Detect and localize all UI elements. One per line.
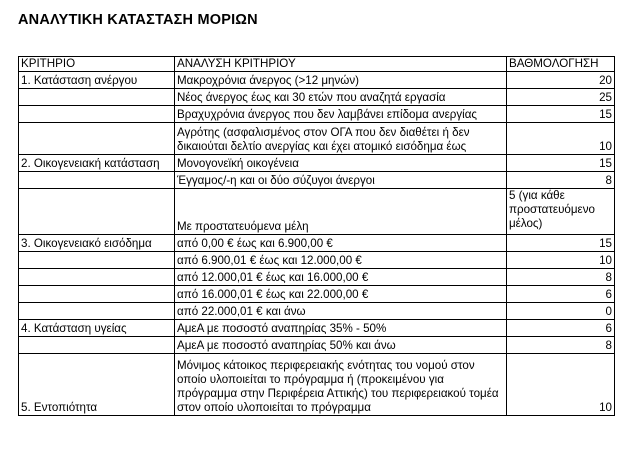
criterion-cell: 2. Οικογενειακή κατάσταση (19, 155, 175, 172)
header-analysis: ΑΝΑΛΥΣΗ ΚΡΙΤΗΡΙΟΥ (175, 57, 507, 72)
table-row (19, 354, 615, 416)
analysis-cell: Νέος άνεργος έως και 30 ετών που αναζητά εργασία (175, 89, 507, 106)
analysis-cell: Μόνιμος κάτοικος περιφερειακής ενότητας του νομού στον οποίο υλοποιείται το πρόγραμμα ή (προκειμένου για πρόγραμμα στην Περιφέρεια Αττικής) του περιφερειακού τομέα στον οποίο υλοποιείται το πρόγραμμα (175, 354, 507, 416)
analysis-cell: από 6.900,01 € έως και 12.000,00 € (175, 252, 507, 269)
table-row (19, 320, 615, 337)
analysis-cell: ΑμεΑ με ποσοστό αναπηρίας 35% - 50% (175, 320, 507, 337)
score-cell: 6 (507, 320, 615, 337)
criterion-cell (19, 303, 175, 320)
table-row (19, 252, 615, 269)
criterion-cell (19, 106, 175, 123)
table-row (19, 303, 615, 320)
analysis-cell: Μακροχρόνια άνεργος (>12 μηνών) (175, 72, 507, 89)
table-row (19, 286, 615, 303)
criterion-cell (19, 286, 175, 303)
table-row (19, 89, 615, 106)
table-row (19, 269, 615, 286)
header-score: ΒΑΘΜΟΛΟΓΗΣΗ (507, 57, 615, 72)
analysis-cell: ΑμεΑ με ποσοστό αναπηρίας 50% και άνω (175, 337, 507, 354)
analysis-cell: από 16.000,01 € έως και 22.000,00 € (175, 286, 507, 303)
score-cell: 0 (507, 303, 615, 320)
table-row (19, 106, 615, 123)
table-header-row (19, 57, 615, 72)
criterion-cell (19, 89, 175, 106)
criterion-cell (19, 269, 175, 286)
criterion-cell (19, 172, 175, 189)
analysis-cell: Μονογονεϊκή οικογένεια (175, 155, 507, 172)
score-cell: 10 (507, 354, 615, 416)
score-cell: 6 (507, 286, 615, 303)
score-cell: 8 (507, 337, 615, 354)
analysis-cell: Έγγαμος/-η και οι δύο σύζυγοι άνεργοι (175, 172, 507, 189)
table-row (19, 123, 615, 155)
score-cell: 10 (507, 123, 615, 155)
criterion-cell (19, 123, 175, 155)
criterion-cell (19, 252, 175, 269)
table-row (19, 72, 615, 89)
analysis-cell: Βραχυχρόνια άνεργος που δεν λαμβάνει επίδομα ανεργίας (175, 106, 507, 123)
criterion-cell: 4. Κατάσταση υγείας (19, 320, 175, 337)
table-row (19, 189, 615, 235)
analysis-cell: από 0,00 € έως και 6.900,00 € (175, 235, 507, 252)
score-cell: 20 (507, 72, 615, 89)
criterion-cell: 3. Οικογενειακό εισόδημα (19, 235, 175, 252)
score-cell: 25 (507, 89, 615, 106)
score-cell: 8 (507, 172, 615, 189)
table-row (19, 235, 615, 252)
criterion-cell (19, 189, 175, 235)
analysis-cell: Αγρότης (ασφαλισμένος στον ΟΓΑ που δεν διαθέτει ή δεν δικαιούται δελτίο ανεργίας και έχει ατομικό εισόδημα έως (175, 123, 507, 155)
score-cell: 10 (507, 252, 615, 269)
score-cell: 5 (για κάθε προστατευόμενο μέλος) (507, 189, 615, 235)
analysis-cell: Με προστατευόμενα μέλη (175, 189, 507, 235)
analysis-cell: από 22.000,01 € και άνω (175, 303, 507, 320)
table-row (19, 155, 615, 172)
header-criterion: ΚΡΙΤΗΡΙΟ (19, 57, 175, 72)
table-row (19, 337, 615, 354)
score-cell: 15 (507, 106, 615, 123)
analysis-cell: από 12.000,01 € έως και 16.000,00 € (175, 269, 507, 286)
score-cell: 15 (507, 235, 615, 252)
page-title: ΑΝΑΛΥΤΙΚΗ ΚΑΤΑΣΤΑΣΗ ΜΟΡΙΩΝ (18, 12, 258, 28)
scoring-table (18, 56, 615, 416)
criterion-cell (19, 337, 175, 354)
score-cell: 8 (507, 269, 615, 286)
table-row (19, 172, 615, 189)
criterion-cell: 1. Κατάσταση ανέργου (19, 72, 175, 89)
score-cell: 15 (507, 155, 615, 172)
criterion-cell: 5. Εντοπιότητα (19, 354, 175, 416)
